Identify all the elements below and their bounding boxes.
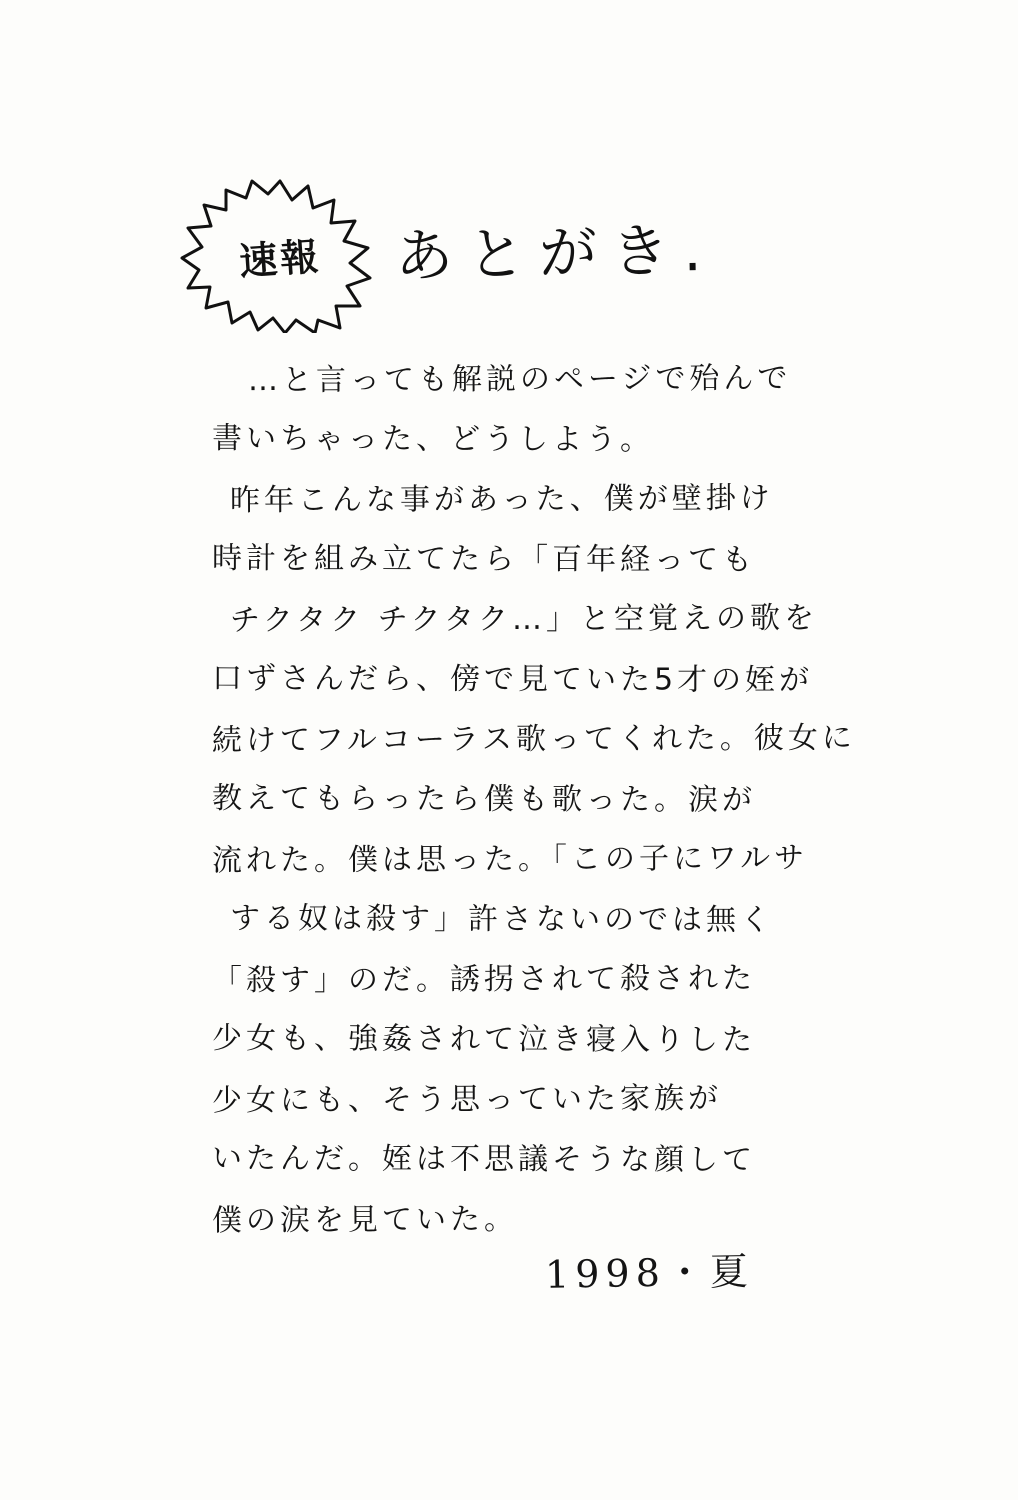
signature-date: 1998・夏: [544, 1249, 755, 1297]
body-line: 僕の涙を見ていた。: [211, 1201, 519, 1239]
body-line: 昨年こんな事があった、僕が壁掛け: [229, 480, 774, 519]
body-line: チクタク チクタク…」と空覚えの歌を: [229, 600, 819, 639]
body-line: 口ずさんだら、傍で見ていた5才の姪が: [211, 661, 814, 698]
body-line: 教えてもらったら僕も歌った。涙が: [211, 781, 757, 818]
page-title: あとがき.: [394, 215, 717, 291]
body-line: 書いちゃった、どうしよう。: [211, 421, 655, 458]
body-line: する奴は殺す」許さないのでは無く: [229, 901, 775, 938]
body-line: 「殺す」のだ。誘拐されて殺された: [211, 960, 757, 999]
starburst-label: 速報: [237, 234, 323, 284]
starburst-badge: [180, 178, 380, 333]
body-line: 少女にも、そう思っていた家族が: [211, 1081, 723, 1119]
body-line: 続けてフルコーラス歌ってくれた。彼女に: [211, 720, 856, 759]
body-line: 少女も、強姦されて泣き寝入りした: [211, 1021, 757, 1058]
body-line: 時計を組み立てたら「百年経っても: [211, 541, 757, 578]
body-line: …と言っても解説のページで殆んで: [247, 360, 792, 399]
body-line: 流れた。僕は思った。「この子にワルサ: [211, 840, 809, 879]
afterword-body: [211, 350, 856, 1250]
body-line: いたんだ。姪は不思議そうな顔して: [211, 1141, 757, 1178]
page-header: [170, 170, 870, 340]
